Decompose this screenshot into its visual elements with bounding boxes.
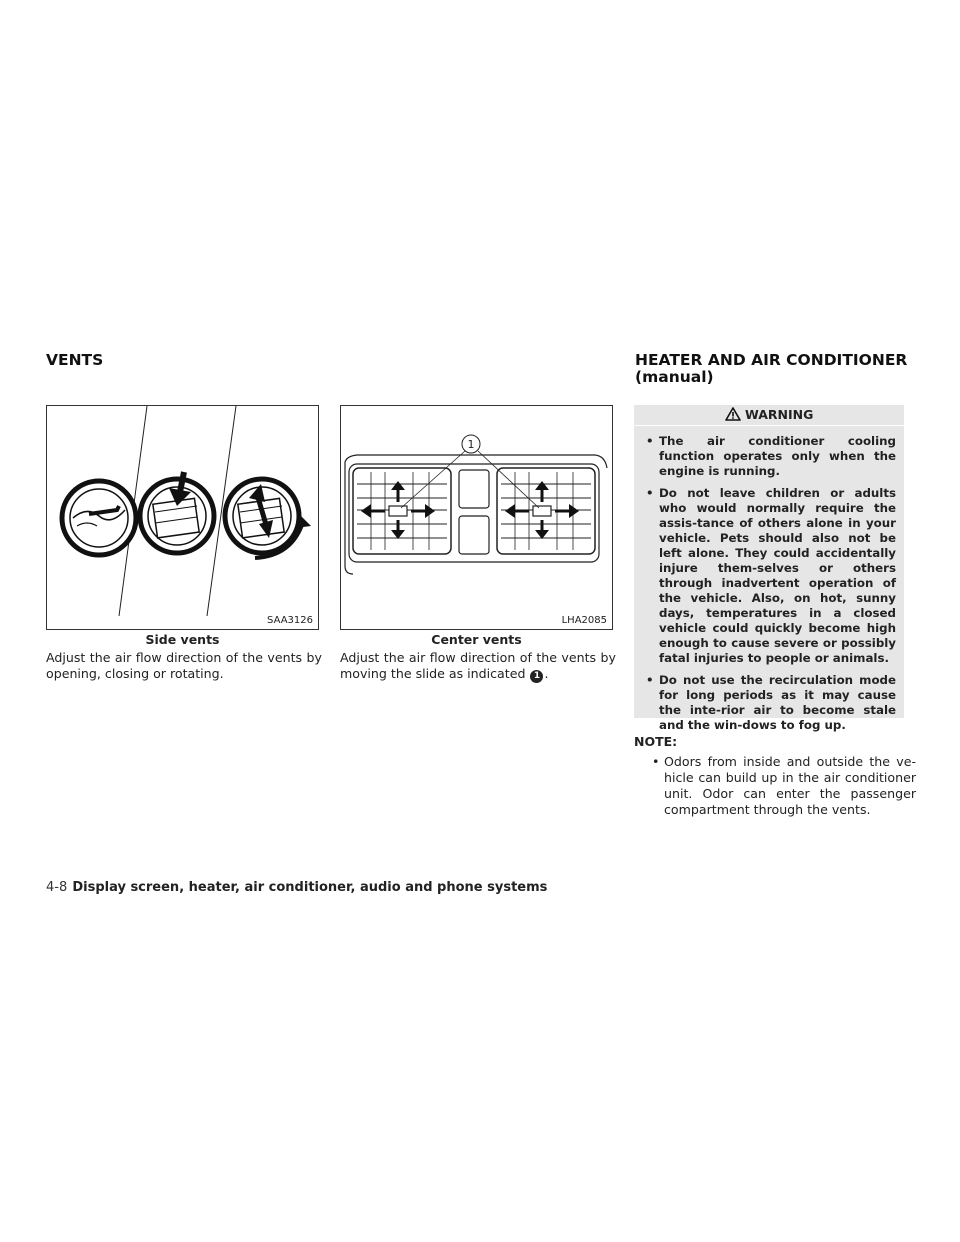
warning-item bbox=[646, 434, 896, 479]
warning-box bbox=[634, 405, 904, 732]
bullet: • bbox=[646, 486, 654, 500]
page-number: 4-8 bbox=[46, 880, 68, 895]
note-item bbox=[652, 754, 916, 818]
warning-item-text: Do not use the recirculation mode for long periods as it may cause the inte-rior air to become stale and the win-dows to fog up. bbox=[659, 673, 896, 732]
warning-item bbox=[646, 673, 896, 733]
side-vents-caption: Side vents bbox=[145, 632, 220, 647]
bullet: • bbox=[646, 434, 654, 448]
center-vents-description-text: Adjust the air flow direction of the vents by moving the slide as indicated bbox=[340, 650, 616, 681]
bullet: • bbox=[652, 754, 660, 769]
warning-item bbox=[646, 486, 896, 666]
center-vents-figure bbox=[340, 405, 613, 630]
note-item-text: Odors from inside and outside the ve-hicle can build up in the air conditioner unit. Odor can enter the passenger compartment through the vents. bbox=[664, 754, 916, 817]
page-footer bbox=[46, 876, 547, 895]
side-vents-description: Adjust the air flow direction of the vents by opening, closing or rotating. bbox=[46, 650, 322, 681]
callout-reference: 1 bbox=[530, 670, 543, 683]
side-vents-figure bbox=[46, 405, 319, 630]
callout-number: 1 bbox=[467, 438, 475, 451]
center-vents-description-end: . bbox=[544, 666, 549, 681]
section-heading-heater-line2: (manual) bbox=[635, 368, 714, 386]
note-title: NOTE: bbox=[634, 734, 678, 749]
bullet: • bbox=[646, 673, 654, 687]
side-vents-illustration bbox=[47, 406, 318, 629]
warning-title: WARNING bbox=[745, 407, 814, 422]
warning-list bbox=[634, 426, 904, 748]
center-vent-left bbox=[353, 468, 451, 554]
side-vent-2 bbox=[140, 472, 214, 553]
center-vent-right bbox=[497, 468, 595, 554]
section-heading-vents: VENTS bbox=[46, 351, 104, 369]
center-vents-caption: Center vents bbox=[431, 632, 522, 647]
center-vents-description bbox=[340, 650, 616, 683]
figure-code: SAA3126 bbox=[267, 615, 313, 626]
warning-triangle-icon bbox=[725, 407, 741, 421]
warning-item-text: The air conditioner cooling function operates only when the engine is running. bbox=[659, 434, 896, 478]
chapter-title: Display screen, heater, air conditioner, audio and phone systems bbox=[72, 880, 548, 895]
side-vent-1 bbox=[62, 481, 136, 555]
figure-code: LHA2085 bbox=[561, 615, 607, 626]
section-heading-heater-line1: HEATER AND AIR CONDITIONER bbox=[635, 351, 908, 369]
warning-header bbox=[634, 405, 904, 426]
side-vent-3 bbox=[225, 479, 311, 558]
center-vents-illustration bbox=[341, 406, 612, 629]
warning-item-text: Do not leave children or adults who would normally require the assis-tance of others alone in your vehicle. Pets should also not be left alone. They could accidentally injure them-selves or others through inadvertent operation of the vehicle. Also, on hot, sunny days, temperatures in a closed vehicle could quickly become high enough to cause severe or possibly fatal injuries to people or animals. bbox=[659, 486, 896, 665]
